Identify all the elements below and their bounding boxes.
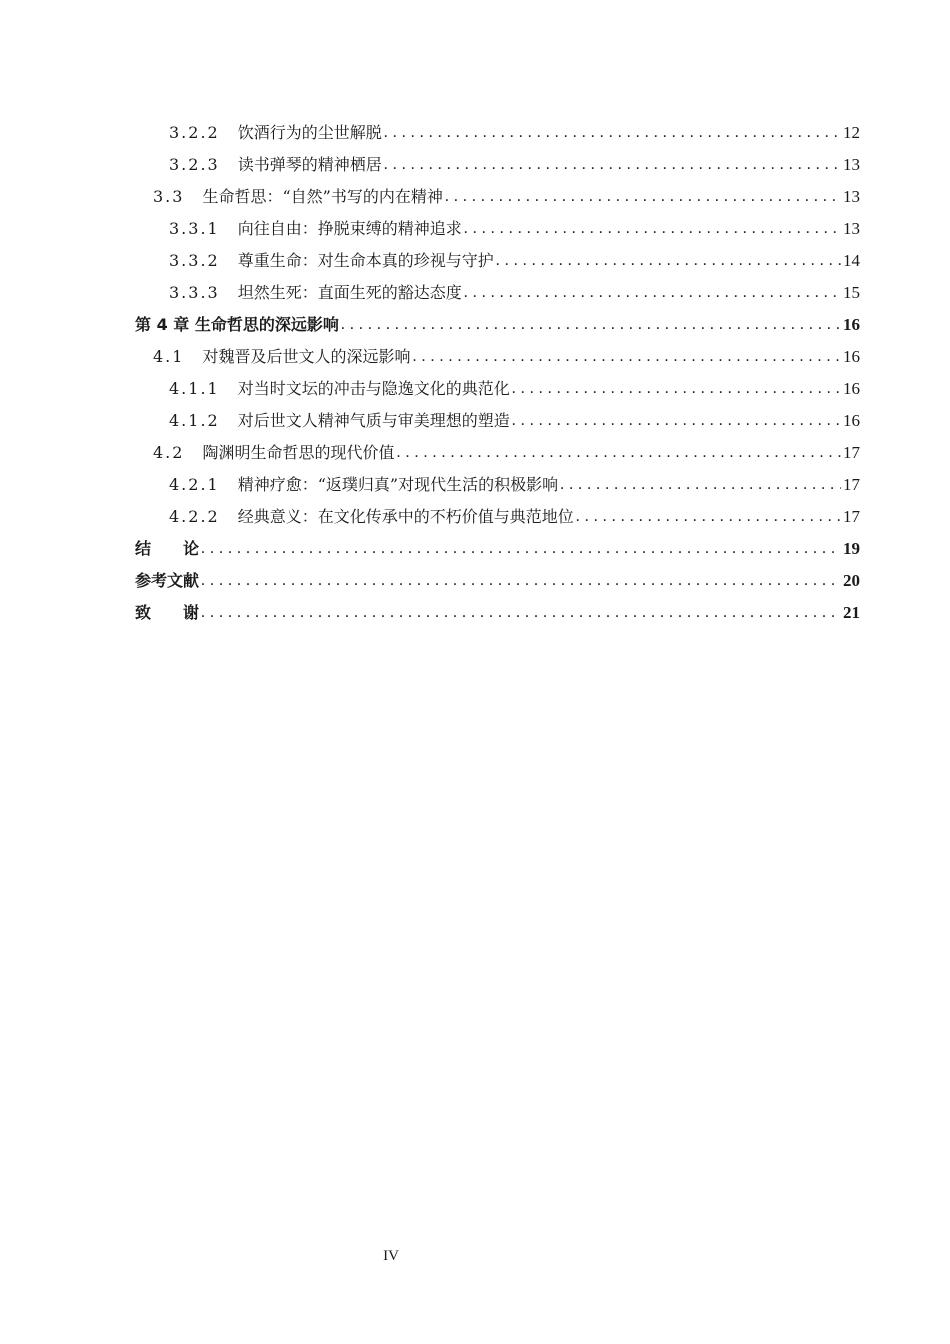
dot-leader (576, 507, 841, 527)
dot-leader (201, 539, 841, 559)
toc-entry[interactable] (135, 245, 860, 277)
dot-leader (464, 219, 841, 239)
page-number-footer: IV (383, 1248, 399, 1264)
toc-chapter-entry[interactable] (135, 597, 860, 629)
toc-entry-number: 3.3.3 (169, 283, 220, 302)
dot-leader (396, 443, 841, 463)
toc-entry-number: 4.1.1 (169, 379, 220, 398)
toc-entry-number: 3.3.2 (169, 251, 220, 270)
toc-entry-title: 对当时文坛的冲击与隐逸文化的典范化 (237, 379, 510, 398)
toc-entry-title: 生命哲思：“自然”书写的内在精神 (202, 187, 443, 206)
dot-leader (201, 571, 841, 591)
toc-entry[interactable] (135, 373, 860, 405)
dot-leader (496, 251, 841, 271)
toc-entry-page: 12 (843, 123, 860, 142)
toc-entry-page: 20 (843, 571, 860, 590)
toc-entry-page: 17 (843, 507, 860, 526)
toc-entry[interactable] (135, 437, 860, 469)
toc-entry-page: 21 (843, 603, 860, 622)
toc-entry-page: 16 (843, 411, 860, 430)
toc-entry-page: 17 (843, 443, 860, 462)
toc-entry-page: 13 (843, 187, 860, 206)
toc-entry-title: 尊重生命：对生命本真的珍视与守护 (237, 251, 494, 270)
toc-entry-title: 陶渊明生命哲思的现代价值 (202, 443, 395, 462)
toc-entry-number: 4.2.2 (169, 507, 220, 526)
toc-entry-title: 精神疗愈：“返璞归真”对现代生活的积极影响 (237, 475, 559, 494)
toc-entry[interactable] (135, 341, 860, 373)
toc-chapter-entry[interactable] (135, 565, 860, 597)
toc-chapter-entry[interactable] (135, 533, 860, 565)
toc-entry[interactable] (135, 181, 860, 213)
toc-entry-page: 17 (843, 475, 860, 494)
toc-entry-title: 坦然生死：直面生死的豁达态度 (237, 283, 462, 302)
toc-entry-title: 对后世文人精神气质与审美理想的塑造 (237, 411, 510, 430)
dot-leader (341, 315, 841, 335)
toc-entry-title: 读书弹琴的精神栖居 (237, 155, 382, 174)
toc-entry[interactable] (135, 501, 860, 533)
toc-chapter-title: 致 谢 (135, 603, 200, 622)
toc-entry-page: 16 (843, 379, 860, 398)
toc-entry-number: 4.1 (153, 347, 185, 366)
toc-entry-page: 19 (843, 539, 860, 558)
toc-entry-page: 16 (843, 315, 860, 334)
toc-entry-page: 15 (843, 283, 860, 302)
dot-leader (512, 379, 841, 399)
toc-entry-number: 4.1.2 (169, 411, 220, 430)
dot-leader (512, 411, 841, 431)
dot-leader (384, 123, 841, 143)
toc-entry-title: 经典意义：在文化传承中的不朽价值与典范地位 (237, 507, 574, 526)
toc-entry-number: 3.2.2 (169, 123, 220, 142)
dot-leader (412, 347, 841, 367)
toc-entry[interactable] (135, 213, 860, 245)
toc-entry-number: 4.2 (153, 443, 185, 462)
toc-entry[interactable] (135, 469, 860, 501)
toc-entry[interactable] (135, 277, 860, 309)
toc-entry-page: 13 (843, 155, 860, 174)
toc-chapter-title: 结 论 (135, 539, 200, 558)
toc-entry[interactable] (135, 117, 860, 149)
toc-entry-number: 4.2.1 (169, 475, 220, 494)
dot-leader (560, 475, 841, 495)
toc-entry-title: 饮酒行为的尘世解脱 (237, 123, 382, 142)
dot-leader (464, 283, 841, 303)
toc-entry[interactable] (135, 405, 860, 437)
dot-leader (201, 603, 841, 623)
toc-entry-page: 14 (843, 251, 860, 270)
toc-entry[interactable] (135, 149, 860, 181)
toc-chapter-title: 参考文献 (135, 571, 200, 590)
toc-chapter-title: 第 4 章 生命哲思的深远影响 (135, 315, 339, 334)
toc-entry-title: 向往自由：挣脱束缚的精神追求 (237, 219, 462, 238)
table-of-contents (135, 117, 860, 629)
toc-chapter-entry[interactable] (135, 309, 860, 341)
dot-leader (445, 187, 841, 207)
toc-entry-number: 3.3 (153, 187, 185, 206)
toc-entry-page: 16 (843, 347, 860, 366)
toc-entry-title: 对魏晋及后世文人的深远影响 (202, 347, 411, 366)
toc-entry-number: 3.2.3 (169, 155, 220, 174)
toc-entry-number: 3.3.1 (169, 219, 220, 238)
dot-leader (384, 155, 841, 175)
toc-entry-page: 13 (843, 219, 860, 238)
